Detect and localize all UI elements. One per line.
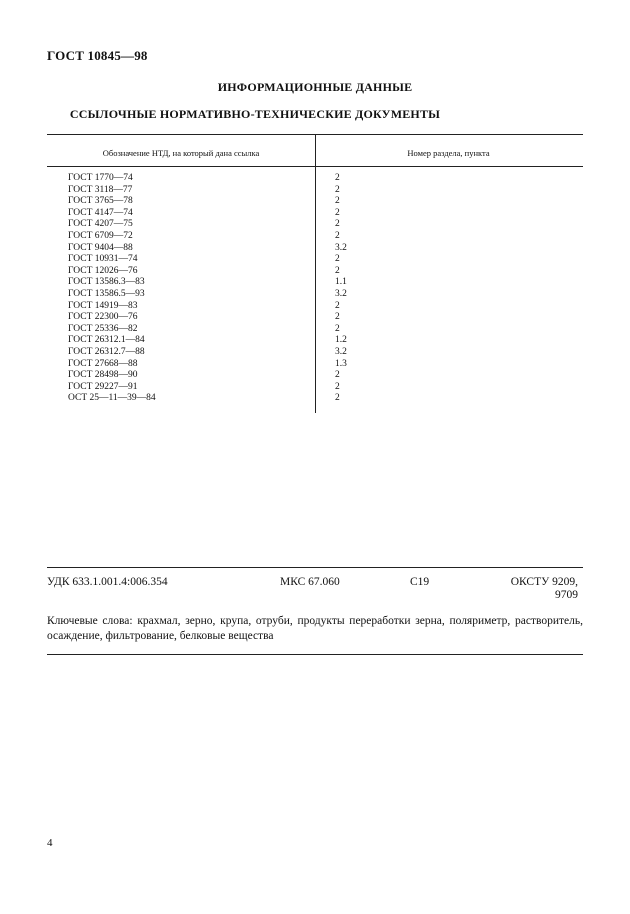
udk-code: УДК 633.1.001.4:006.354: [47, 576, 168, 588]
table-row: [0, 359, 630, 371]
referenced-document: ГОСТ 3118—77: [68, 184, 133, 195]
table-row: [0, 277, 630, 289]
section-number: 2: [335, 230, 340, 241]
referenced-document: ОСТ 25—11—39—84: [68, 393, 156, 404]
section-number: 3.2: [335, 288, 347, 299]
section-number: 1.1: [335, 277, 347, 288]
section-number: 2: [335, 196, 340, 207]
referenced-document: ГОСТ 4207—75: [68, 219, 133, 230]
classification-code: С19: [410, 576, 430, 588]
mks-code: МКС 67.060: [280, 576, 340, 588]
referenced-document: ГОСТ 25336—82: [68, 323, 138, 334]
section-number: 2: [335, 207, 340, 218]
referenced-document: ГОСТ 27668—88: [68, 358, 138, 369]
keywords-text: Ключевые слова: крахмал, зерно, крупа, отруби, продукты переработки зерна, поляриметр, растворитель, осаждение, фильтрование, белковые вещества: [47, 615, 583, 642]
section-subtitle: ССЫЛОЧНЫЕ НОРМАТИВНО-ТЕХНИЧЕСКИЕ ДОКУМЕНТЫ: [69, 107, 441, 121]
section-number: 2: [335, 173, 340, 183]
referenced-document: ГОСТ 26312.7—88: [68, 346, 145, 357]
table-row: [0, 219, 630, 231]
table-row: [0, 289, 630, 301]
referenced-document: ГОСТ 13586.5—93: [68, 288, 145, 299]
referenced-document: ГОСТ 22300—76: [68, 312, 138, 323]
table-row: [0, 208, 630, 220]
referenced-document: ГОСТ 28498—90: [68, 370, 138, 381]
table-row: [0, 301, 630, 313]
section-number: 2: [335, 393, 340, 404]
referenced-document: ГОСТ 29227—91: [68, 381, 138, 392]
section-number: 2: [335, 254, 340, 265]
table-row: [0, 243, 630, 255]
section-title: ИНФОРМАЦИОННЫЕ ДАННЫЕ: [217, 80, 413, 94]
referenced-document: ГОСТ 12026—76: [68, 265, 138, 276]
referenced-document: ГОСТ 9404—88: [68, 242, 133, 253]
table-row: [0, 324, 630, 336]
table-row: [0, 266, 630, 278]
referenced-document: ГОСТ 26312.1—84: [68, 335, 145, 346]
table-row: [0, 335, 630, 347]
footer-top-rule: [47, 567, 583, 568]
table-row: [0, 173, 630, 185]
footer-bottom-rule: [47, 654, 583, 655]
table-row: [0, 185, 630, 197]
table-row: [0, 254, 630, 266]
section-number: 1.3: [335, 358, 347, 369]
table-row: [0, 312, 630, 324]
okstu-code: [470, 576, 578, 602]
table-row: [0, 196, 630, 208]
section-number: 2: [335, 312, 340, 323]
section-number: 2: [335, 265, 340, 276]
okstu-line-2: 9709: [555, 589, 578, 601]
section-number: 3.2: [335, 242, 347, 253]
section-number: 2: [335, 300, 340, 311]
section-number: 2: [335, 370, 340, 381]
section-number: 2: [335, 184, 340, 195]
table-row: [0, 382, 630, 394]
referenced-document: ГОСТ 6709—72: [68, 230, 133, 241]
table-row: [0, 370, 630, 382]
table-row: [0, 231, 630, 243]
section-number: 2: [335, 323, 340, 334]
referenced-document: ГОСТ 10931—74: [68, 254, 138, 265]
referenced-document: ГОСТ 14919—83: [68, 300, 138, 311]
section-number: 3.2: [335, 346, 347, 357]
referenced-document: ГОСТ 4147—74: [68, 207, 133, 218]
referenced-document: ГОСТ 1770—74: [68, 173, 133, 183]
okstu-line-1: ОКСТУ 9209,: [510, 576, 578, 588]
section-number: 2: [335, 219, 340, 230]
section-number: 1.2: [335, 335, 347, 346]
reference-table-body: [0, 173, 630, 405]
table-row: [0, 347, 630, 359]
page-number: 4: [47, 837, 53, 849]
column-header-section: Номер раздела, пункта: [407, 148, 490, 158]
referenced-document: ГОСТ 3765—78: [68, 196, 133, 207]
document-code: ГОСТ 10845—98: [47, 48, 148, 63]
table-row: [0, 393, 630, 405]
column-header-document: Обозначение НТД, на который дана ссылка: [102, 148, 260, 158]
referenced-document: ГОСТ 13586.3—83: [68, 277, 145, 288]
section-number: 2: [335, 381, 340, 392]
